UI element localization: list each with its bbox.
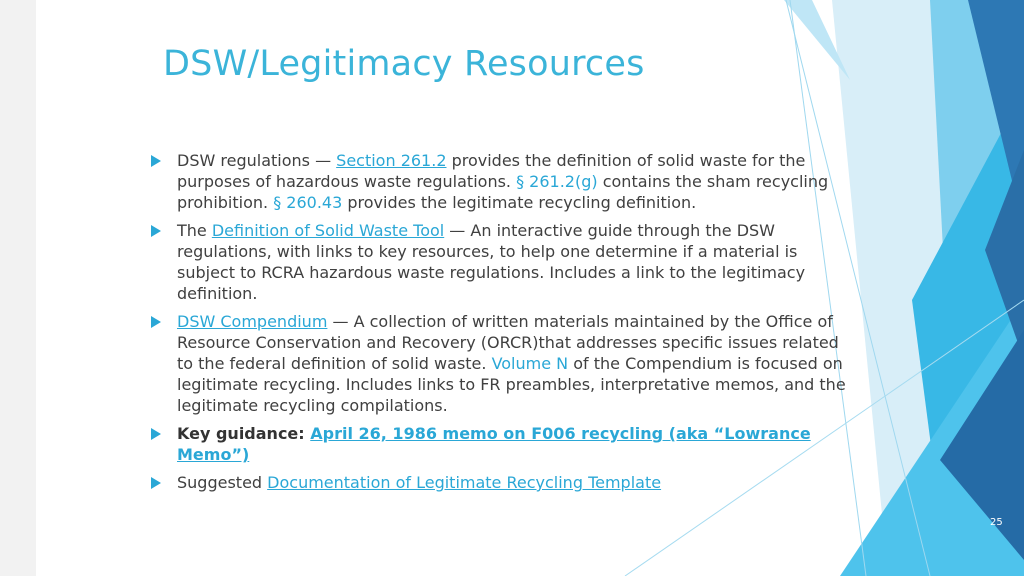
bullet-suggested-template: [149, 472, 859, 493]
documentation-template-link[interactable]: Documentation of Legitimate Recycling Template: [267, 473, 662, 492]
volume-n-reference: Volume N: [491, 354, 569, 373]
dsw-compendium-link[interactable]: DSW Compendium: [177, 312, 328, 331]
bullet-text: — A collection of written materials maintained by the Office of Resource Conservation and Recovery (ORCR)that addresses specific issues related to the federal definition of solid waste.: [177, 312, 839, 373]
bullet-dsw-regulations: [149, 150, 859, 213]
slide-title: DSW/Legitimacy Resources: [163, 44, 645, 84]
bullet-text: contains the sham recycling prohibition.: [177, 172, 829, 212]
bullet-text: provides the definition of solid waste for the purposes of hazardous waste regulations.: [177, 151, 806, 191]
bullet-arrow-icon: [151, 428, 161, 440]
bullet-dsw-tool: [149, 220, 859, 304]
bullet-list: [149, 150, 859, 500]
bullet-arrow-icon: [151, 316, 161, 328]
lowrance-memo-link[interactable]: April 26, 1986 memo on F006 recycling (aka “Lowrance Memo”): [177, 424, 811, 464]
bullet-key-guidance: [149, 423, 859, 465]
bullet-text: The: [177, 221, 212, 240]
bullet-arrow-icon: [151, 477, 161, 489]
bullet-text: of the Compendium is focused on legitimate recycling. Includes links to FR preambles, interpretative memos, and the legitimate recycling compilations.: [177, 354, 846, 415]
section-260-43-reference: § 260.43: [273, 193, 343, 212]
section-261-2-link[interactable]: Section 261.2: [336, 151, 447, 170]
key-guidance-label: Key guidance:: [177, 424, 311, 443]
section-261-2g-reference: § 261.2(g): [516, 172, 598, 191]
page-number: 25: [990, 517, 1003, 528]
bullet-text: — An interactive guide through the DSW regulations, with links to key resources, to help one determine if a material is subject to RCRA hazardous waste regulations. Includes a link to the legitimacy definition.: [177, 221, 806, 303]
bullet-dsw-compendium: [149, 311, 859, 416]
bullet-text: Suggested: [177, 473, 268, 492]
bullet-text: DSW regulations —: [177, 151, 337, 170]
bullet-text: provides the legitimate recycling definition.: [342, 193, 697, 212]
definition-of-solid-waste-tool-link[interactable]: Definition of Solid Waste Tool: [211, 221, 445, 240]
bullet-arrow-icon: [151, 155, 161, 167]
bullet-arrow-icon: [151, 225, 161, 237]
